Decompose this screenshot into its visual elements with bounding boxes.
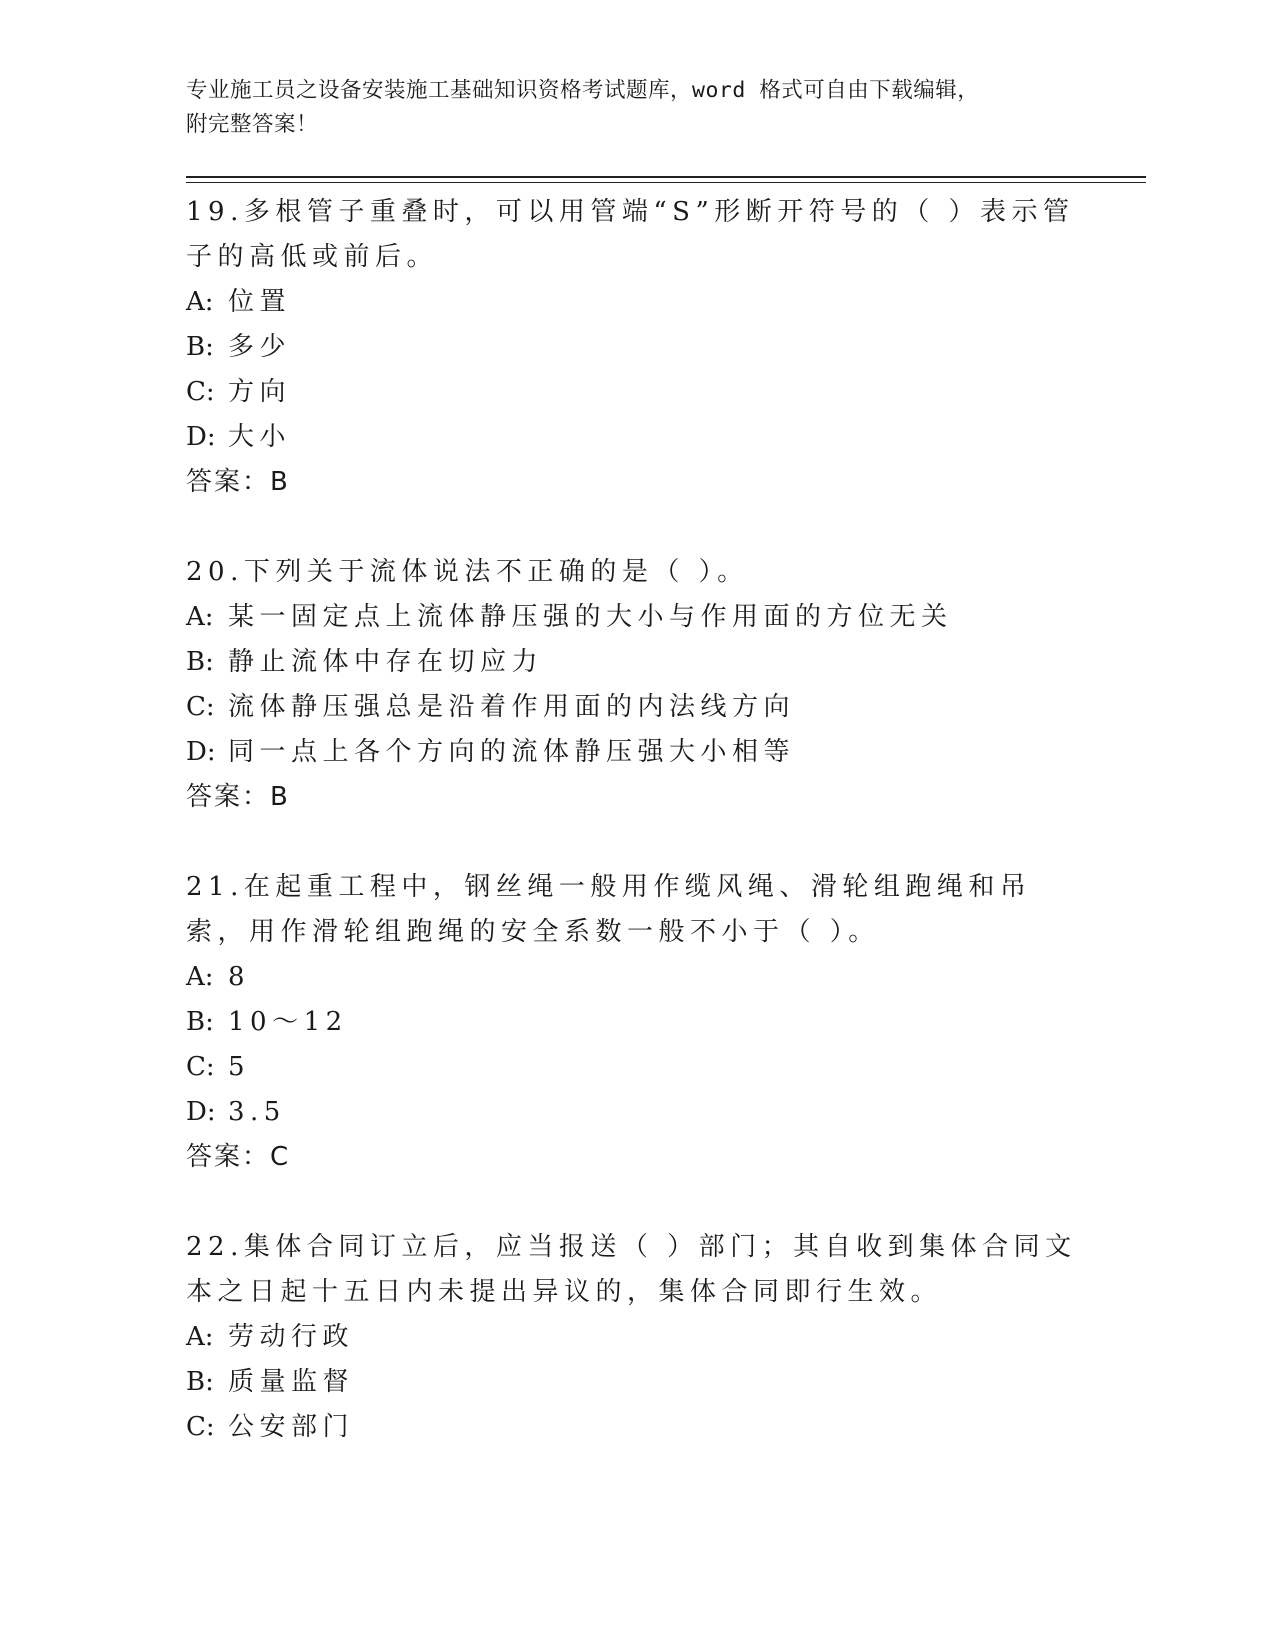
question-21 [186, 865, 1086, 1180]
option-key: D: [186, 737, 216, 767]
option-key: C: [186, 377, 215, 407]
header-line-1: 专业施工员之设备安装施工基础知识资格考试题库，word 格式可自由下载编辑， [186, 78, 980, 103]
option-text: 同一点上各个方向的流体静压强大小相等 [228, 737, 796, 767]
option-b [186, 325, 1086, 370]
option-text: 多少 [228, 332, 292, 362]
header-rule-thin [186, 182, 1146, 183]
option-key: B: [186, 647, 214, 677]
option-key: C: [186, 692, 215, 722]
option-key: C: [186, 1052, 215, 1082]
option-text: 质量监督 [228, 1367, 355, 1397]
option-text: 公安部门 [228, 1412, 355, 1442]
option-text: 大小 [228, 422, 292, 452]
header-rule-thick [186, 176, 1146, 178]
option-text: 静止流体中存在切应力 [228, 647, 544, 677]
option-b [186, 1000, 1086, 1045]
option-c [186, 1045, 1086, 1090]
option-a [186, 595, 1086, 640]
option-key: D: [186, 422, 216, 452]
option-c [186, 1405, 1086, 1450]
option-a [186, 1315, 1086, 1360]
option-b [186, 640, 1086, 685]
question-stem: 22.集体合同订立后，应当报送（ ）部门；其自收到集体合同文本之日起十五日内未提出异议的，集体合同即行生效。 [186, 1232, 1077, 1307]
answer: 答案：B [186, 467, 290, 497]
option-d [186, 730, 1086, 775]
question-stem: 19.多根管子重叠时，可以用管端“S”形断开符号的（ ）表示管子的高低或前后。 [186, 197, 1075, 272]
option-key: D: [186, 1097, 216, 1127]
question-stem: 20.下列关于流体说法不正确的是（ ）。 [186, 557, 749, 587]
option-key: A: [186, 602, 214, 632]
option-a [186, 955, 1086, 1000]
question-20 [186, 550, 1086, 820]
option-text: 5 [228, 1052, 251, 1082]
option-key: A: [186, 1322, 214, 1352]
option-text: 劳动行政 [228, 1322, 355, 1352]
option-text: 方向 [228, 377, 292, 407]
option-key: B: [186, 1367, 214, 1397]
option-text: 10～12 [228, 1007, 348, 1037]
option-key: A: [186, 287, 214, 317]
option-a [186, 280, 1086, 325]
option-d [186, 1090, 1086, 1135]
header-line-2: 附完整答案！ [186, 112, 319, 137]
option-text: 某一固定点上流体静压强的大小与作用面的方位无关 [228, 602, 953, 632]
option-text: 位置 [228, 287, 292, 317]
option-text: 流体静压强总是沿着作用面的内法线方向 [228, 692, 796, 722]
option-b [186, 1360, 1086, 1405]
option-text: 8 [228, 962, 251, 992]
option-c [186, 370, 1086, 415]
document-header [186, 74, 1076, 142]
option-key: B: [186, 1007, 214, 1037]
option-key: B: [186, 332, 214, 362]
option-c [186, 685, 1086, 730]
question-list [186, 190, 1086, 1495]
answer: 答案：C [186, 1142, 291, 1172]
option-key: A: [186, 962, 214, 992]
question-stem: 21.在起重工程中，钢丝绳一般用作缆风绳、滑轮组跑绳和吊索，用作滑轮组跑绳的安全系数一般不小于（ ）。 [186, 872, 1032, 947]
option-d [186, 415, 1086, 460]
question-22 [186, 1225, 1086, 1450]
option-key: C: [186, 1412, 215, 1442]
option-text: 3.5 [228, 1097, 286, 1127]
question-19 [186, 190, 1086, 505]
answer: 答案：B [186, 782, 290, 812]
